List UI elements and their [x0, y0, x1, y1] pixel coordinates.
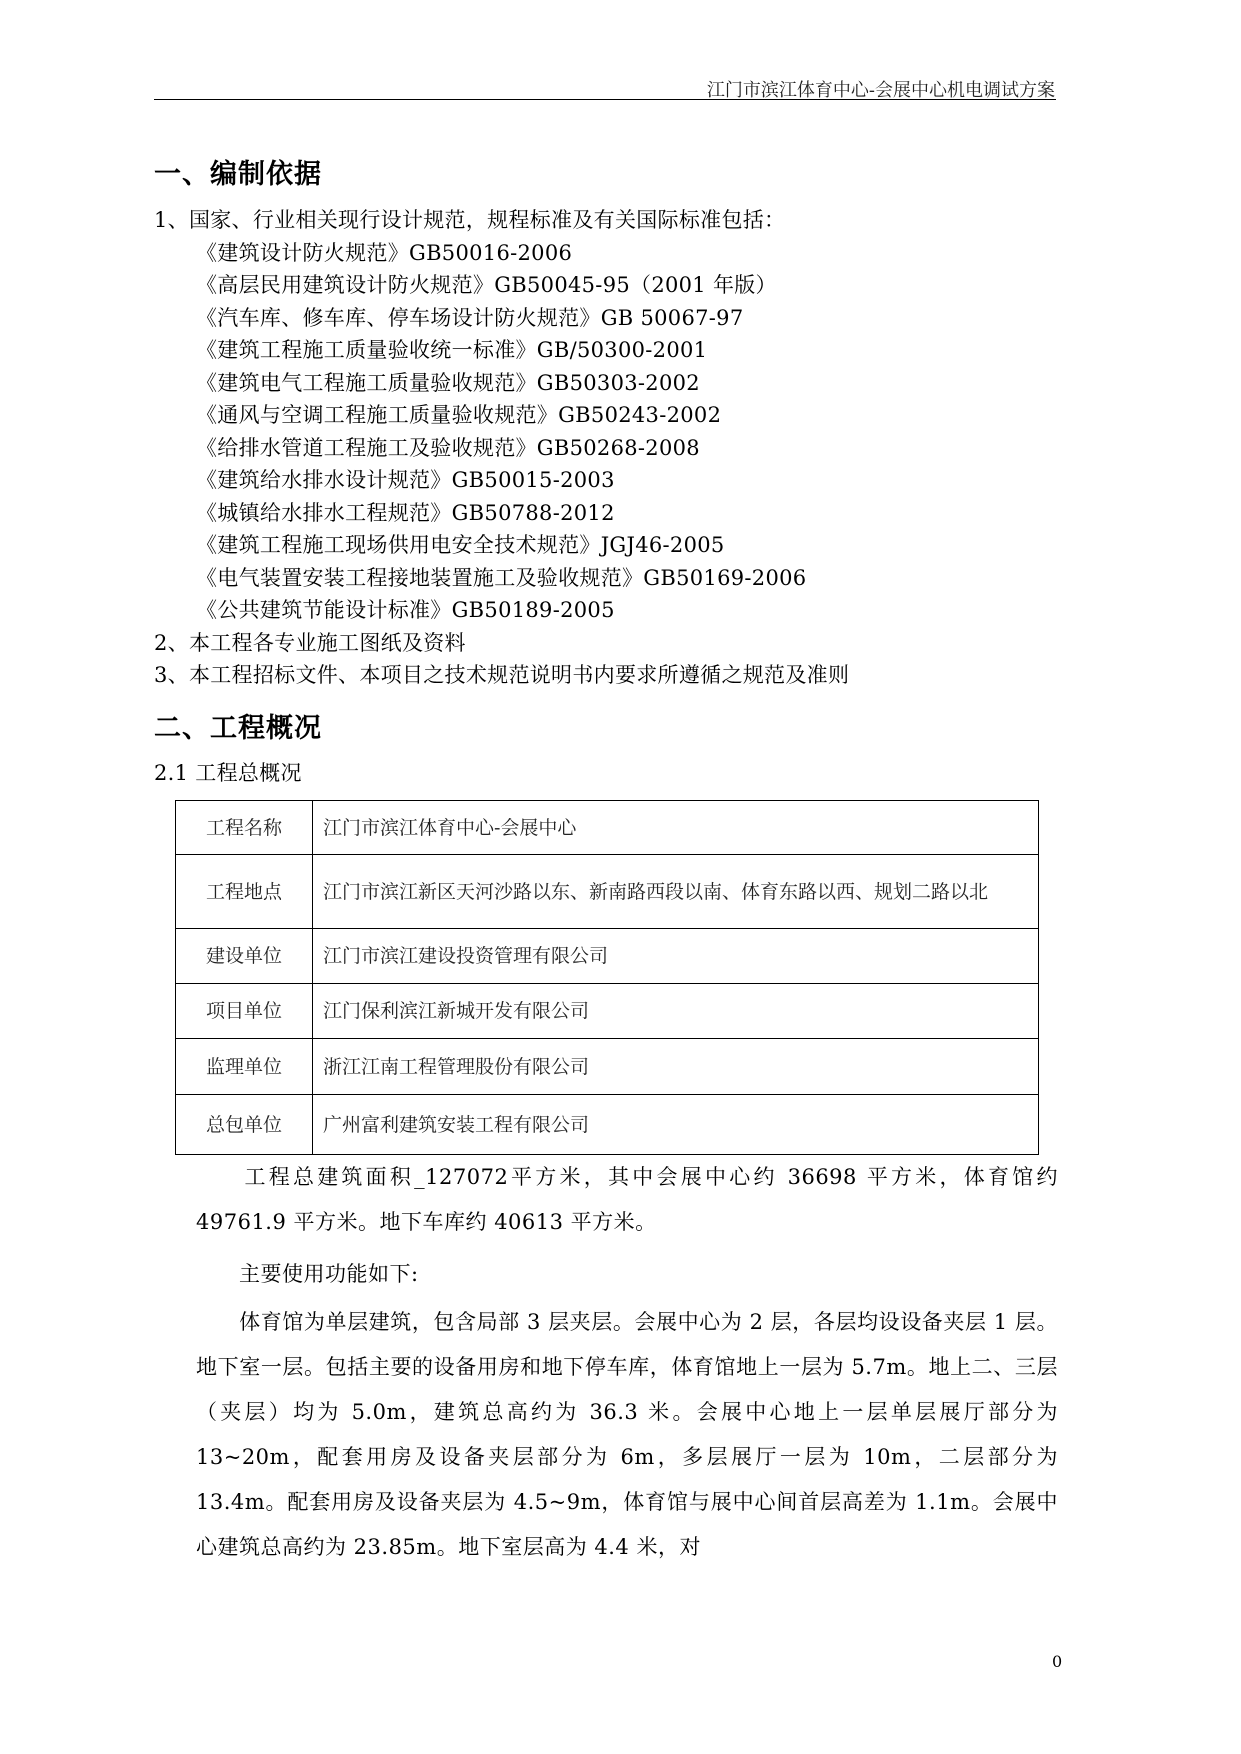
paragraph-main-functions: 主要使用功能如下: — [196, 1262, 419, 1286]
page-number: 0 — [1052, 1652, 1063, 1671]
table-value-cell: 广州富利建筑安装工程有限公司 — [313, 1095, 1039, 1155]
table-key-cell: 项目单位 — [176, 984, 313, 1039]
section2-heading: 二、工程概况 — [154, 713, 322, 744]
standard-item: 《城镇给水排水工程规范》GB50788-2012 — [196, 501, 615, 525]
page-header-title: 江门市滨江体育中心-会展中心机电调试方案 — [706, 80, 1055, 101]
table-row — [176, 984, 1039, 1039]
table-value-cell: 江门市滨江新区天河沙路以东、新南路西段以南、体育东路以西、规划二路以北 — [313, 855, 1039, 929]
table-row — [176, 801, 1039, 855]
section1-item-1: 1、国家、行业相关现行设计规范，规程标准及有关国际标准包括： — [154, 208, 786, 232]
table-value-cell: 浙江江南工程管理股份有限公司 — [313, 1039, 1039, 1095]
section1-item-3: 3、本工程招标文件、本项目之技术规范说明书内要求所遵循之规范及准则 — [154, 663, 850, 687]
standard-item: 《建筑工程施工质量验收统一标准》GB/50300-2001 — [196, 338, 708, 362]
paragraph-building-description: 体育馆为单层建筑，包含局部 3 层夹层。会展中心为 2 层，各层均设设备夹层 1 层。地下室一层。包括主要的设备用房和地下停车库，体育馆地上一层为 5.7m。地上二、三层（夹层）均为 5.0m，建筑总高约为 36.3 米。会展中心地上一层单层展厅部分为 13~20m，配套用房及设备夹层部分为 6m，多层展厅一层为 10m，二层部分为 13.4m。配套用房及设备夹层为 4.5~9m，体育馆与展中心间首层高差为 1.1m。会展中心建筑总高约为 23.85m。地下室层高为 4.4 米，对 — [196, 1310, 1058, 1559]
standard-item: 《建筑工程施工现场供用电安全技术规范》JGJ46-2005 — [196, 533, 725, 557]
standard-item: 《电气装置安装工程接地装置施工及验收规范》GB50169-2006 — [196, 566, 807, 590]
paragraph-area-summary: 工程总建筑面积_127072平方米，其中会展中心约 36698 平方米，体育馆约 49761.9 平方米。地下车库约 40613 平方米。 — [196, 1165, 1058, 1234]
table-key-cell: 监理单位 — [176, 1039, 313, 1095]
standard-item: 《汽车库、修车库、停车场设计防火规范》GB 50067-97 — [196, 306, 744, 330]
standard-item: 《给排水管道工程施工及验收规范》GB50268-2008 — [196, 436, 700, 460]
standard-item: 《高层民用建筑设计防火规范》GB50045-95（2001 年版） — [196, 273, 777, 297]
table-row — [176, 855, 1039, 929]
standard-item: 《建筑设计防火规范》GB50016-2006 — [196, 241, 573, 265]
standard-item: 《公共建筑节能设计标准》GB50189-2005 — [196, 598, 615, 622]
standard-item: 《建筑电气工程施工质量验收规范》GB50303-2002 — [196, 371, 700, 395]
standard-item: 《建筑给水排水设计规范》GB50015-2003 — [196, 468, 615, 492]
section2-subheading: 2.1 工程总概况 — [154, 761, 302, 785]
header-divider — [154, 99, 1056, 100]
table-value-cell: 江门保利滨江新城开发有限公司 — [313, 984, 1039, 1039]
table-key-cell: 总包单位 — [176, 1095, 313, 1155]
table-key-cell: 工程地点 — [176, 855, 313, 929]
table-key-cell: 工程名称 — [176, 801, 313, 855]
table-value-cell: 江门市滨江建设投资管理有限公司 — [313, 929, 1039, 984]
table-row — [176, 929, 1039, 984]
table-row — [176, 1039, 1039, 1095]
section1-item-2: 2、本工程各专业施工图纸及资料 — [154, 631, 466, 655]
project-info-table — [175, 800, 1039, 1155]
section1-heading: 一、编制依据 — [154, 159, 322, 190]
table-row — [176, 1095, 1039, 1155]
table-value-cell: 江门市滨江体育中心-会展中心 — [313, 801, 1039, 855]
table-key-cell: 建设单位 — [176, 929, 313, 984]
standard-item: 《通风与空调工程施工质量验收规范》GB50243-2002 — [196, 403, 722, 427]
